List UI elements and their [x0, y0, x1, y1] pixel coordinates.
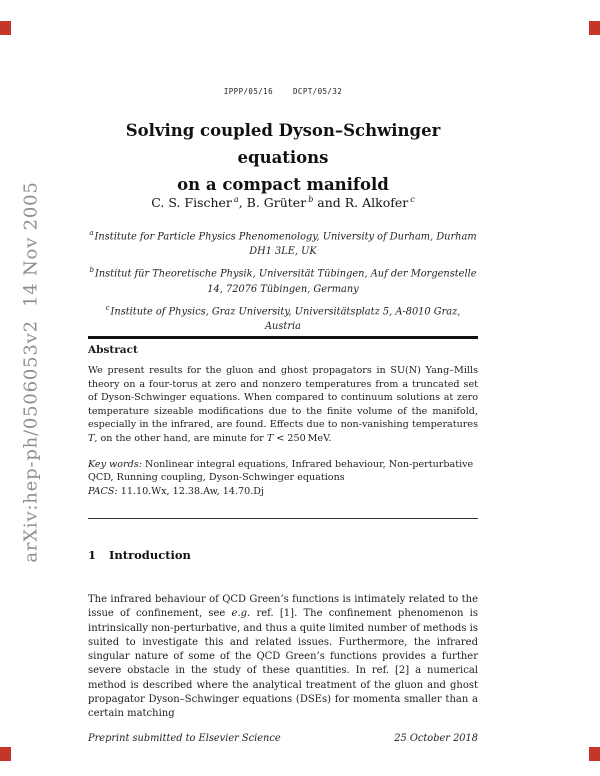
paper-title-line-2: on a compact manifold	[177, 175, 389, 194]
intro-segment: The infrared behaviour of QCD Green’s functions is intimately related to the issue of confinement, see	[88, 594, 478, 620]
intro-segment: ref. [1]. The confinement phenomenon is intrinsically non-perturbative, and thus a quite limited number of methods is suited to investigate this and related issues. Furthermore, the infrared singular nature of some of the QCD Green’s functions provides a further severe obstacle in the study of these quantities. In ref. [2] a numerical method is described where the analytical treatment of the gluon and ghost propagator Dyson–Schwinger equations (DSEs) for momenta smaller than a certain matching	[88, 608, 478, 720]
paper-page	[88, 0, 478, 776]
footer-date: 25 October 2018	[394, 733, 478, 744]
abstract-segment: , on the other hand, are minute for	[94, 432, 267, 444]
abstract-text	[88, 364, 478, 446]
keywords-label: Key words:	[88, 459, 142, 470]
math-symbol-T: T	[88, 432, 95, 444]
report-id-right: DCPT/05/32	[293, 87, 343, 96]
author-affil-mark: b	[308, 195, 314, 204]
abstract-top-rule	[88, 336, 478, 339]
section-title: Introduction	[109, 548, 191, 562]
abstract-heading: Abstract	[88, 344, 138, 356]
keywords-text: Nonlinear integral equations, Infrared behaviour, Non-perturbative QCD, Running coupling, Dyson-Schwinger equations	[88, 459, 474, 484]
section-heading	[88, 548, 478, 562]
intro-paragraph	[88, 593, 478, 722]
footer	[88, 733, 478, 744]
section-number: 1	[88, 548, 97, 562]
corner-marker-bottom-left	[0, 747, 11, 761]
corner-marker-top-right	[589, 21, 600, 35]
report-ids	[88, 87, 478, 96]
author-separator: ,	[238, 195, 247, 211]
affiliation-text: Institute for Particle Physics Phenomenology, University of Durham, Durham DH1 3LE, UK	[94, 231, 477, 258]
paper-title-line-1: Solving coupled Dyson–Schwinger equations	[125, 121, 441, 167]
abstract-bottom-rule	[88, 518, 478, 519]
keywords-line	[88, 458, 478, 485]
affiliation-text: Institut für Theoretische Physik, Universität Tübingen, Auf der Morgenstelle 14, 72076 Tübingen, Germany	[94, 268, 477, 295]
report-id-left: IPPP/05/16	[223, 87, 273, 96]
author-name: B. Grüter	[246, 195, 307, 211]
pacs-label: PACS:	[88, 485, 118, 497]
author-affil-mark: a	[233, 195, 239, 204]
paper-title	[88, 117, 478, 198]
math-symbol-T: T	[266, 432, 274, 444]
corner-marker-bottom-right	[589, 747, 600, 761]
keywords-pacs-block	[88, 458, 478, 498]
abstract-segment: We present results for the gluon and ghost propagators in SU(N) Yang–Mills theory on a four-torus at zero and nonzero temperatures from a truncated set of Dyson-Schwinger equations. When compared to continuum solutions at zero temperature sizeable modifications due to the finite volume of the manifold, especially in the infrared, are found. Effects due to non-vanishing temperatures	[88, 365, 478, 431]
affiliations-block	[88, 226, 478, 338]
affiliation-marker: b	[89, 266, 94, 275]
abstract-segment: < 250 MeV.	[273, 432, 332, 444]
author-affil-mark: c	[410, 195, 415, 204]
author-name: R. Alkofer	[344, 195, 409, 211]
footer-submission-note: Preprint submitted to Elsevier Science	[88, 733, 281, 744]
authors-line	[88, 195, 478, 210]
author-separator: and	[313, 195, 345, 211]
affiliation	[88, 301, 478, 334]
pacs-text: 11.10.Wx, 12.38.Aw, 14.70.Dj	[120, 485, 264, 497]
affiliation	[88, 226, 478, 259]
affiliation-marker: a	[89, 229, 94, 237]
affiliation	[88, 263, 478, 296]
affiliation-text: Institute of Physics, Graz University, Universitätsplatz 5, A-8010 Graz, Austria	[110, 305, 461, 332]
arxiv-watermark: arXiv:hep-ph/0506053v2 14 Nov 2005	[20, 181, 42, 563]
eg-italic: e.g.	[231, 608, 251, 620]
author-name: C. S. Fischer	[151, 195, 232, 211]
affiliation-marker: c	[105, 303, 110, 312]
corner-marker-top-left	[0, 21, 11, 35]
pacs-line	[88, 485, 478, 498]
